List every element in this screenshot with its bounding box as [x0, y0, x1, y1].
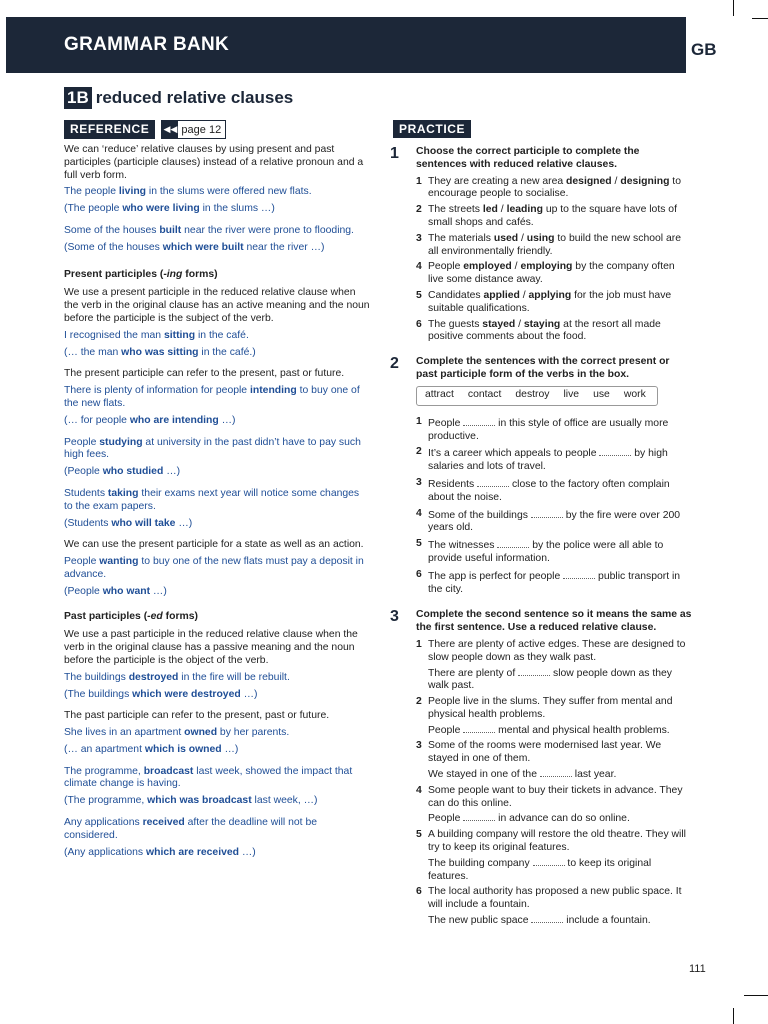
- item-text: [428, 538, 692, 566]
- example: I recognised the man sitting in the café.: [64, 329, 249, 341]
- item-text-part: There are plenty of: [428, 667, 519, 679]
- page-reference-link[interactable]: [161, 120, 226, 139]
- example-expanded: (… the man who was sitting in the café.): [64, 346, 256, 358]
- header-title: GRAMMAR BANK: [64, 34, 230, 55]
- item-text: [428, 508, 692, 536]
- item-number: 1: [416, 415, 422, 427]
- item-text: [428, 477, 692, 505]
- exercise-item: [390, 569, 692, 597]
- intro-text: We can ‘reduce’ relative clauses by using present and past participles (participle clauses) instead of a relative pronoun and a full verb form.: [64, 144, 364, 181]
- example-expanded: (… an apartment which is owned …): [64, 743, 239, 755]
- example: The people living in the slums were offered new flats.: [64, 186, 312, 198]
- exercise-item: [390, 538, 692, 566]
- exercise-item: [390, 233, 692, 259]
- example-expanded: (The programme, which was broadcast last week, …): [64, 795, 318, 807]
- reference-column: [64, 144, 370, 863]
- exercise-number: 1: [390, 145, 399, 162]
- item-text-part: People: [428, 261, 464, 273]
- exercise-number: 3: [390, 608, 399, 626]
- rewrite-sentence: [428, 767, 692, 782]
- option-a[interactable]: stayed: [482, 318, 516, 330]
- header-tag: GB: [691, 40, 717, 59]
- rewrite-sentence: [428, 856, 692, 884]
- item-text-part: People: [428, 417, 464, 429]
- example-expanded: (… for people who are intending …): [64, 414, 236, 426]
- item-text-part: People: [428, 724, 464, 736]
- past-time-note: The past participle can refer to the present, past or future.: [64, 710, 330, 722]
- answer-blank[interactable]: [531, 508, 563, 518]
- item-text-part: at the resort all made positive comments about the food.: [428, 318, 661, 343]
- exercise-item: [390, 319, 692, 345]
- exercise-instruction: Choose the correct participle to complete the sentences with reduced relative clauses.: [416, 146, 640, 170]
- item-number: 6: [416, 886, 422, 898]
- option-b[interactable]: applying: [528, 289, 572, 301]
- option-b[interactable]: staying: [523, 318, 561, 330]
- crop-mark: [733, 0, 734, 16]
- item-text-part: by the fire were over 200 years old.: [428, 509, 681, 534]
- item-text: [428, 261, 692, 287]
- item-text-part: People: [428, 813, 464, 825]
- item-text: [428, 319, 692, 345]
- item-text-part: The building company: [428, 857, 533, 869]
- exercise-item: [390, 886, 692, 912]
- exercise-2-header: [390, 356, 692, 382]
- answer-blank[interactable]: [540, 767, 572, 777]
- answer-blank[interactable]: [497, 538, 529, 548]
- option-b[interactable]: leading: [506, 204, 543, 216]
- example: The buildings destroyed in the fire will be rebuilt.: [64, 671, 290, 683]
- item-text: [428, 569, 692, 597]
- word-box-word: destroy: [515, 389, 550, 401]
- item-text-part: It’s a career which appeals to people: [428, 448, 600, 460]
- word-box-word: live: [563, 389, 580, 401]
- exercise-instruction: Complete the sentences with the correct present or past participle form of the verbs in the box.: [416, 356, 670, 380]
- present-intro: We use a present participle in the reduced relative clause when the verb in the original clause has an active meaning and the noun before the participle is the subject of the verb.: [64, 287, 370, 324]
- crop-mark: [733, 1008, 734, 1024]
- item-number: 4: [416, 507, 422, 519]
- example: People studying at university in the past didn’t have to pay such high fees.: [64, 436, 361, 461]
- option-separator: /: [518, 232, 527, 244]
- item-text: [428, 446, 692, 474]
- item-text-part: The streets: [428, 204, 483, 216]
- example: Students taking their exams next year will notice some changes to the exam papers.: [64, 487, 360, 512]
- exercise-item: [390, 261, 692, 287]
- item-text-part: They are creating a new area: [428, 175, 567, 187]
- item-text-part: for the job must have suitable qualifications.: [428, 289, 672, 314]
- answer-blank[interactable]: [563, 569, 595, 579]
- item-text-part: by the company often live some distance away.: [428, 261, 675, 286]
- answer-blank[interactable]: [533, 856, 565, 866]
- item-text-part: in advance can do so online.: [495, 813, 630, 825]
- exercise-1-header: [390, 146, 692, 172]
- item-number: 5: [416, 829, 422, 841]
- example-expanded: (The buildings which were destroyed …): [64, 688, 258, 700]
- practice-column: [390, 146, 692, 931]
- exercise-item: [390, 416, 692, 444]
- exercise-item: [390, 639, 692, 665]
- exercise-item: [390, 446, 692, 474]
- word-box-word: attract: [425, 389, 454, 401]
- item-text: [428, 416, 692, 444]
- item-text: [428, 176, 692, 202]
- example-expanded: (The people who were living in the slums …): [64, 203, 275, 215]
- unit-heading: reduced relative clauses: [95, 88, 294, 107]
- answer-blank[interactable]: [531, 913, 563, 923]
- item-text: A building company will restore the old theatre. They will try to keep its original features.: [428, 829, 686, 854]
- rewrite-sentence: [428, 811, 692, 826]
- item-number: 2: [416, 446, 422, 458]
- word-box: [416, 386, 658, 406]
- answer-blank[interactable]: [463, 811, 495, 821]
- item-text-part: in this style of office are usually more productive.: [428, 417, 669, 442]
- item-number: 3: [416, 740, 422, 752]
- unit-title: [64, 87, 293, 109]
- exercise-item: [390, 785, 692, 811]
- word-box-word: work: [623, 389, 646, 401]
- example-expanded: (Any applications which are received …): [64, 846, 256, 858]
- crop-mark: [744, 995, 768, 996]
- item-number: 5: [416, 289, 422, 301]
- item-text: [428, 204, 692, 230]
- exercise-3-header: [390, 609, 692, 635]
- practice-row: [393, 120, 471, 138]
- rewrite-sentence: [428, 723, 692, 738]
- rewind-icon: ◀◀: [162, 121, 178, 138]
- option-separator: /: [519, 289, 529, 301]
- item-text-part: The guests: [428, 318, 483, 330]
- exercise-item: [390, 508, 692, 536]
- item-number: 6: [416, 318, 422, 330]
- option-b[interactable]: employing: [520, 261, 573, 273]
- example: The programme, broadcast last week, showed the impact that climate change is having.: [64, 765, 353, 790]
- exercise-item: [390, 204, 692, 230]
- item-text-part: to keep its original features.: [428, 857, 652, 882]
- exercise-item: [390, 176, 692, 202]
- item-number: 2: [416, 696, 422, 708]
- item-text-part: The new public space: [428, 915, 532, 927]
- exercise-number: 2: [390, 355, 399, 373]
- item-number: 5: [416, 538, 422, 550]
- reference-label: REFERENCE: [64, 120, 155, 139]
- present-participles-heading: Present participles (-ing forms): [64, 268, 218, 280]
- unit-badge: 1B: [64, 87, 92, 109]
- item-number: 3: [416, 476, 422, 488]
- exercise-item: [390, 696, 692, 722]
- item-number: 6: [416, 568, 422, 580]
- word-box-word: use: [593, 389, 610, 401]
- item-text-part: Candidates: [428, 289, 484, 301]
- option-separator: /: [515, 318, 524, 330]
- item-text-part: public transport in the city.: [428, 570, 681, 595]
- rewrite-sentence: [428, 913, 692, 928]
- item-text-part: to encourage people to socialise.: [428, 175, 681, 200]
- item-text-part: up to the square have lots of small shops and cafés.: [428, 204, 677, 228]
- answer-blank[interactable]: [463, 723, 495, 733]
- item-number: 1: [416, 638, 422, 650]
- option-a[interactable]: designed: [566, 175, 612, 187]
- crop-mark: [752, 18, 768, 19]
- item-text-part: by high salaries and lots of travel.: [428, 448, 668, 473]
- item-text-part: mental and physical health problems.: [495, 724, 670, 736]
- past-intro: We use a past participle in the reduced relative clause when the verb in the original clause has a passive meaning and the noun before the participle is the object of the verb.: [64, 629, 358, 666]
- option-separator: /: [497, 204, 507, 216]
- option-a[interactable]: applied: [483, 289, 520, 301]
- item-text-part: Some of the buildings: [428, 509, 531, 521]
- reference-row: [64, 120, 226, 139]
- option-a[interactable]: led: [482, 204, 498, 216]
- exercise-item: [390, 740, 692, 766]
- example-expanded: (Some of the houses which were built near the river …): [64, 241, 325, 253]
- item-text-part: last year.: [571, 769, 617, 781]
- state-note: We can use the present participle for a state as well as an action.: [64, 539, 364, 551]
- answer-blank[interactable]: [463, 416, 495, 426]
- item-text-part: The materials: [428, 232, 494, 244]
- exercise-instruction: Complete the second sentence so it means the same as the first sentence. Use a reduced relative clause.: [416, 609, 692, 634]
- example-expanded: (People who want …): [64, 585, 167, 597]
- answer-blank[interactable]: [477, 477, 509, 487]
- example: She lives in an apartment owned by her parents.: [64, 727, 290, 739]
- page-reference-text: page 12: [181, 123, 222, 136]
- option-b[interactable]: using: [526, 232, 555, 244]
- item-number: 2: [416, 204, 422, 216]
- item-text: [428, 233, 692, 259]
- option-separator: /: [511, 261, 521, 273]
- example-expanded: (People who studied …): [64, 466, 181, 478]
- example-expanded: (Students who will take …): [64, 517, 193, 529]
- item-text-part: slow people down as they walk past.: [428, 667, 672, 692]
- option-b[interactable]: designing: [620, 175, 670, 187]
- page-number: 111: [689, 963, 706, 975]
- item-text: People live in the slums. They suffer from mental and physical health problems.: [428, 696, 673, 720]
- present-time-note: The present participle can refer to the present, past or future.: [64, 368, 345, 380]
- item-text: [428, 290, 692, 316]
- option-a[interactable]: used: [493, 232, 519, 244]
- answer-blank[interactable]: [518, 666, 550, 676]
- item-number: 3: [416, 232, 422, 244]
- option-a[interactable]: employed: [463, 261, 512, 273]
- practice-label: PRACTICE: [393, 120, 471, 138]
- item-text-part: by the police were all able to provide useful information.: [428, 540, 664, 564]
- exercise-item: [390, 477, 692, 505]
- example: People wanting to buy one of the new flats must pay a deposit in advance.: [64, 556, 364, 580]
- exercise-item: [390, 829, 692, 855]
- item-text-part: We stayed in one of the: [428, 769, 540, 781]
- item-text-part: Residents: [428, 478, 478, 490]
- item-number: 4: [416, 784, 422, 796]
- past-participles-heading: Past participles (-ed forms): [64, 610, 198, 622]
- example: There is plenty of information for people intending to buy one of the new flats.: [64, 385, 360, 409]
- example: Any applications received after the deadline will not be considered.: [64, 817, 318, 841]
- item-text-part: The app is perfect for people: [428, 570, 564, 582]
- item-text: The local authority has proposed a new public space. It will include a fountain.: [428, 886, 682, 911]
- option-separator: /: [611, 175, 621, 187]
- item-number: 4: [416, 261, 422, 273]
- exercise-item: [390, 290, 692, 316]
- item-text: There are plenty of active edges. These are designed to slow people down as they walk past.: [428, 638, 686, 663]
- word-box-word: contact: [467, 389, 502, 401]
- item-number: 1: [416, 175, 422, 187]
- item-text-part: to build the new school are all environmentally friendly.: [428, 232, 681, 257]
- item-text-part: The witnesses: [428, 540, 498, 552]
- rewrite-sentence: [428, 666, 692, 694]
- item-text-part: include a fountain.: [563, 915, 651, 927]
- item-text: Some people want to buy their tickets in advance. They can do this online.: [428, 784, 683, 809]
- item-text-part: close to the factory often complain about the noise.: [428, 478, 670, 503]
- example: Some of the houses built near the river were prone to flooding.: [64, 224, 354, 236]
- answer-blank[interactable]: [599, 446, 631, 456]
- item-text: Some of the rooms were modernised last year. We stayed in one of them.: [428, 740, 662, 765]
